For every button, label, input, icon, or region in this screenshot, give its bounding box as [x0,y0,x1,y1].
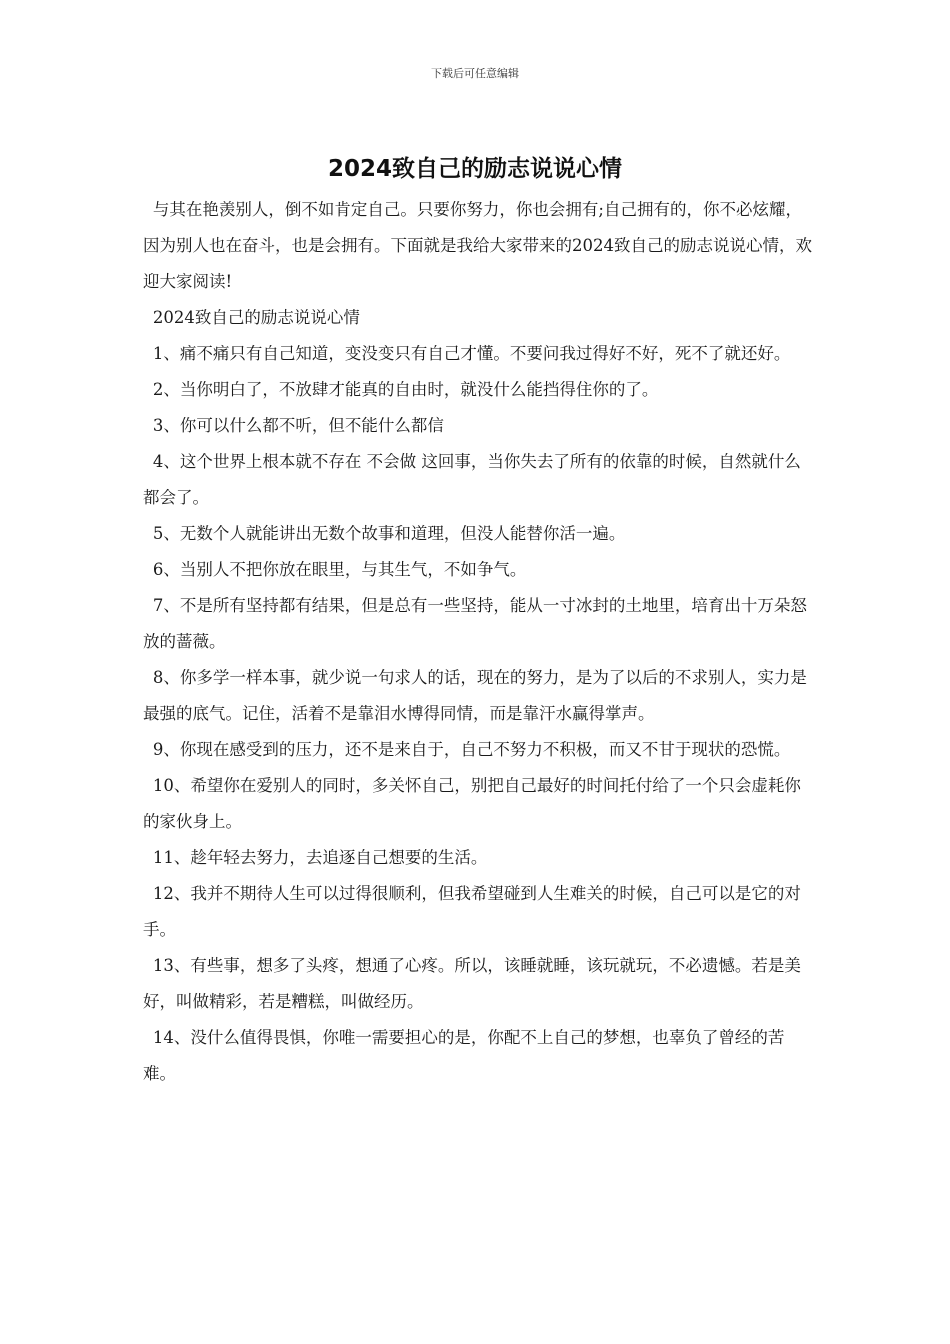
list-item: 6、当别人不把你放在眼里，与其生气，不如争气。 [152,560,527,579]
intro-paragraph: 与其在艳羡别人，倒不如肯定自己。只要你努力，你也会拥有;自己拥有的，你不必炫耀，因为别人也在奋斗，也是会拥有。下面就是我给大家带来的2024致自己的励志说说心情，欢迎大家阅读! [143,200,812,291]
list-item: 2、当你明白了，不放肆才能真的自由时，就没什么能挡得住你的了。 [152,380,659,399]
list-item: 4、这个世界上根本就不存在 不会做 这回事，当你失去了所有的依靠的时候，自然就什么都会了。 [143,452,801,507]
list-item: 1、痛不痛只有自己知道，变没变只有自己才懂。不要问我过得好不好，死不了就还好。 [152,344,791,363]
subheading: 2024致自己的励志说说心情 [152,308,360,327]
list-item: 11、趁年轻去努力，去追逐自己想要的生活。 [152,848,488,867]
list-item: 12、我并不期待人生可以过得很顺利，但我希望碰到人生难关的时候，自己可以是它的对手。 [143,884,801,939]
list-item: 9、你现在感受到的压力，还不是来自于，自己不努力不积极，而又不甘于现状的恐慌。 [152,740,791,759]
list-item: 3、你可以什么都不听，但不能什么都信 [152,416,444,435]
document-title: 2024致自己的励志说说心情 [327,156,622,182]
list-item: 10、希望你在爱别人的同时，多关怀自己，别把自己最好的时间托付给了一个只会虚耗你的家伙身上。 [143,776,801,831]
page-header: 下载后可任意编辑 [431,67,519,80]
document-body [143,192,813,1092]
list-item: 8、你多学一样本事，就少说一句求人的话，现在的努力，是为了以后的不求别人，实力是最强的底气。记住，活着不是靠泪水博得同情，而是靠汗水赢得掌声。 [143,668,807,723]
list-item: 14、没什么值得畏惧，你唯一需要担心的是，你配不上自己的梦想，也辜负了曾经的苦难。 [143,1028,785,1083]
list-item: 13、有些事，想多了头疼，想通了心疼。所以，该睡就睡，该玩就玩，不必遗憾。若是美好，叫做精彩，若是糟糕，叫做经历。 [143,956,801,1011]
list-item: 7、不是所有坚持都有结果，但是总有一些坚持，能从一寸冰封的土地里，培育出十万朵怒放的蔷薇。 [143,596,807,651]
list-item: 5、无数个人就能讲出无数个故事和道理，但没人能替你活一遍。 [152,524,626,543]
